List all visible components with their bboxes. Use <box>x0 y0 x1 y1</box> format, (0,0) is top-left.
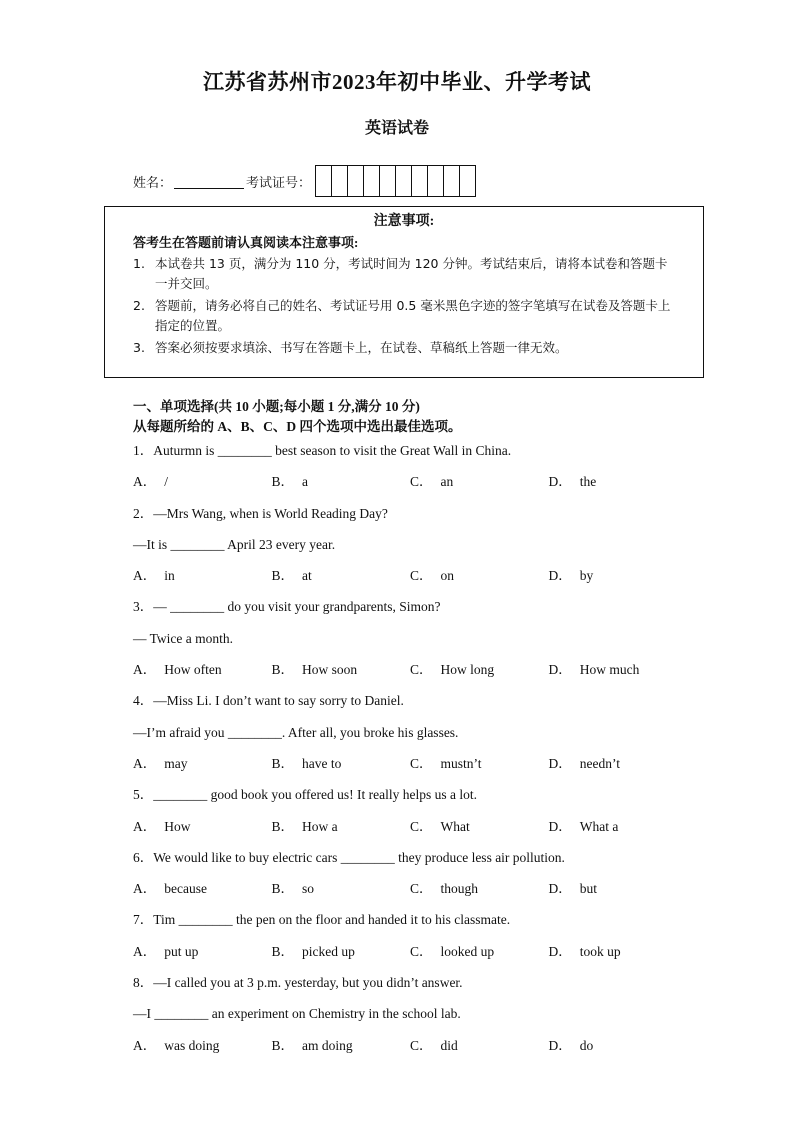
question-stem: 5．________ good book you offered us! It really helps us a lot. <box>133 787 477 803</box>
notice-item <box>133 338 677 358</box>
option-text: the <box>579 474 597 490</box>
option-a[interactable] <box>133 566 272 597</box>
option-label: B． <box>271 943 295 959</box>
notice-item <box>133 254 677 294</box>
option-label: C． <box>410 1037 433 1053</box>
question-options <box>133 817 733 848</box>
option-label: D． <box>548 568 572 584</box>
section-heading: 一、单项选择(共 10 小题;每小题 1 分,满分 10 分) <box>133 399 420 414</box>
question-stem: —It is ________ April 23 every year. <box>133 536 336 552</box>
exam-id-box[interactable] <box>363 166 379 196</box>
option-text: How often <box>164 662 222 678</box>
option-a[interactable] <box>133 472 272 503</box>
option-c[interactable] <box>410 754 549 785</box>
option-c[interactable] <box>410 817 549 848</box>
option-b[interactable] <box>272 879 411 910</box>
option-text: do <box>579 1037 594 1053</box>
exam-id-label: 考试证号： <box>246 175 312 191</box>
question-options <box>133 879 733 910</box>
notice-item-number: 3. <box>133 340 145 355</box>
option-text: an <box>440 474 454 490</box>
option-text: but <box>579 881 598 897</box>
option-label: C． <box>410 881 433 897</box>
notice-intro: 答考生在答题前请认真阅读本注意事项: <box>133 235 359 250</box>
option-label: D． <box>548 818 572 834</box>
section-instruction: 从每题所给的 A、B、C、D 四个选项中选出最佳选项。 <box>133 419 462 434</box>
exam-id-box[interactable] <box>443 166 459 196</box>
option-text: How soon <box>302 662 358 678</box>
option-d[interactable] <box>549 754 688 785</box>
option-a[interactable] <box>133 879 272 910</box>
exam-id-box[interactable] <box>379 166 395 196</box>
option-d[interactable] <box>549 566 688 597</box>
option-label: B． <box>271 568 295 584</box>
option-label: C． <box>410 818 433 834</box>
notice-item-number: 1. <box>133 256 145 271</box>
question-options <box>133 754 733 785</box>
option-d[interactable] <box>549 879 688 910</box>
option-label: C． <box>410 568 433 584</box>
option-label: A． <box>133 943 157 959</box>
question-options <box>133 1036 733 1067</box>
exam-id-box[interactable] <box>316 166 331 196</box>
option-d[interactable] <box>549 942 688 973</box>
option-c[interactable] <box>410 942 549 973</box>
exam-id-box[interactable] <box>331 166 347 196</box>
option-text: How much <box>579 662 640 678</box>
option-text: so <box>302 881 315 897</box>
option-label: D． <box>548 943 572 959</box>
option-c[interactable] <box>410 660 549 691</box>
option-label: D． <box>548 1037 572 1053</box>
exam-id-box[interactable] <box>395 166 411 196</box>
option-label: B． <box>271 818 295 834</box>
option-text: in <box>164 568 175 584</box>
question-stem: 1．Auturmn is ________ best season to visit the Great Wall in China. <box>133 443 512 458</box>
notice-item-number: 2. <box>133 298 145 313</box>
notice-item <box>133 296 677 336</box>
option-text: picked up <box>302 943 355 959</box>
option-text: by <box>579 568 594 584</box>
option-b[interactable] <box>272 1036 411 1067</box>
option-label: D． <box>548 474 572 490</box>
option-b[interactable] <box>272 566 411 597</box>
question-stem: 6．We would like to buy electric cars ________ they produce less air pollution. <box>133 849 565 865</box>
option-label: B． <box>271 662 295 678</box>
option-text: am doing <box>302 1037 353 1053</box>
option-a[interactable] <box>133 660 272 691</box>
option-label: A． <box>133 662 157 678</box>
option-label: B． <box>271 474 295 490</box>
option-label: B． <box>271 881 295 897</box>
question-stem: 7．Tim ________ the pen on the floor and handed it to his classmate. <box>133 912 511 928</box>
exam-id-box[interactable] <box>459 166 475 196</box>
option-c[interactable] <box>410 879 549 910</box>
exam-id-box[interactable] <box>411 166 427 196</box>
option-label: C． <box>410 755 433 771</box>
option-a[interactable] <box>133 942 272 973</box>
page-title: 江苏省苏州市2023年初中毕业、升学考试 <box>203 70 591 94</box>
option-text: though <box>440 881 479 897</box>
option-b[interactable] <box>272 942 411 973</box>
option-label: C． <box>410 943 433 959</box>
question-stem: —I’m afraid you ________. After all, you broke his glasses. <box>133 724 459 740</box>
option-d[interactable] <box>549 817 688 848</box>
option-a[interactable] <box>133 817 272 848</box>
option-b[interactable] <box>272 660 411 691</box>
option-d[interactable] <box>549 472 688 503</box>
option-b[interactable] <box>272 472 411 503</box>
option-label: A． <box>133 568 157 584</box>
option-label: A． <box>133 818 157 834</box>
name-field[interactable] <box>174 174 244 189</box>
option-b[interactable] <box>272 817 411 848</box>
option-b[interactable] <box>272 754 411 785</box>
option-a[interactable] <box>133 754 272 785</box>
option-label: A． <box>133 474 157 490</box>
exam-id-box[interactable] <box>347 166 363 196</box>
question-options <box>133 472 733 503</box>
option-text: How long <box>440 662 495 678</box>
option-label: D． <box>548 755 572 771</box>
option-text: looked up <box>440 943 495 959</box>
name-label: 姓名： <box>133 175 173 191</box>
notice-item-text: 本试卷共 13 页，满分为 110 分，考试时间为 120 分钟。考试结束后，请将本试卷和答题卡一并交回。 <box>155 256 668 291</box>
option-c[interactable] <box>410 1036 549 1067</box>
option-label: B． <box>271 1037 295 1053</box>
exam-id-boxes[interactable] <box>315 165 476 197</box>
option-text: mustn’t <box>440 755 482 771</box>
option-text: put up <box>164 943 199 959</box>
option-text: on <box>440 568 455 584</box>
question-stem: 4．—Miss Li. I don’t want to say sorry to Daniel. <box>133 693 404 709</box>
option-label: A． <box>133 755 157 771</box>
option-text: may <box>164 755 188 771</box>
notice-title: 注意事项: <box>373 214 435 229</box>
option-c[interactable] <box>410 566 549 597</box>
option-text: at <box>302 568 312 584</box>
page-subtitle: 英语试卷 <box>364 120 429 137</box>
option-c[interactable] <box>410 472 549 503</box>
question-stem: —I ________ an experiment on Chemistry in the school lab. <box>133 1006 461 1022</box>
question-stem: — Twice a month. <box>133 630 234 646</box>
option-label: A． <box>133 1037 157 1053</box>
option-label: B． <box>271 755 295 771</box>
question-options <box>133 566 733 597</box>
option-text: was doing <box>164 1037 220 1053</box>
candidate-info-row <box>133 165 476 197</box>
question-options <box>133 942 733 973</box>
option-text: have to <box>302 755 342 771</box>
option-d[interactable] <box>549 1036 688 1067</box>
option-text: needn’t <box>579 755 620 771</box>
question-options <box>133 660 733 691</box>
option-text: because <box>164 881 207 897</box>
option-label: A． <box>133 881 157 897</box>
option-label: C． <box>410 474 433 490</box>
notice-box <box>104 206 704 378</box>
option-text: took up <box>579 943 621 959</box>
question-stem: 3．— ________ do you visit your grandparents, Simon? <box>133 599 441 615</box>
option-text: did <box>440 1037 458 1053</box>
option-text: / <box>164 474 169 490</box>
option-text: What <box>440 818 470 834</box>
option-d[interactable] <box>549 660 688 691</box>
option-label: D． <box>548 881 572 897</box>
question-list <box>133 441 733 1067</box>
option-text: What a <box>579 818 619 834</box>
option-text: How <box>164 818 191 834</box>
option-text: a <box>302 474 309 490</box>
notice-item-text: 答案必须按要求填涂、书写在答题卡上，在试卷、草稿纸上答题一律无效。 <box>155 340 568 355</box>
option-text: How a <box>302 818 338 834</box>
question-stem: 8．—I called you at 3 p.m. yesterday, but you didn’t answer. <box>133 975 463 991</box>
option-label: C． <box>410 662 433 678</box>
option-label: D． <box>548 662 572 678</box>
option-a[interactable] <box>133 1036 272 1067</box>
exam-id-box[interactable] <box>427 166 443 196</box>
notice-item-text: 答题前，请务必将自己的姓名、考试证号用 0.5 毫米黑色字迹的签字笔填写在试卷及答题卡上指定的位置。 <box>155 298 671 333</box>
question-stem: 2．—Mrs Wang, when is World Reading Day? <box>133 505 388 521</box>
notice-list <box>105 254 703 358</box>
